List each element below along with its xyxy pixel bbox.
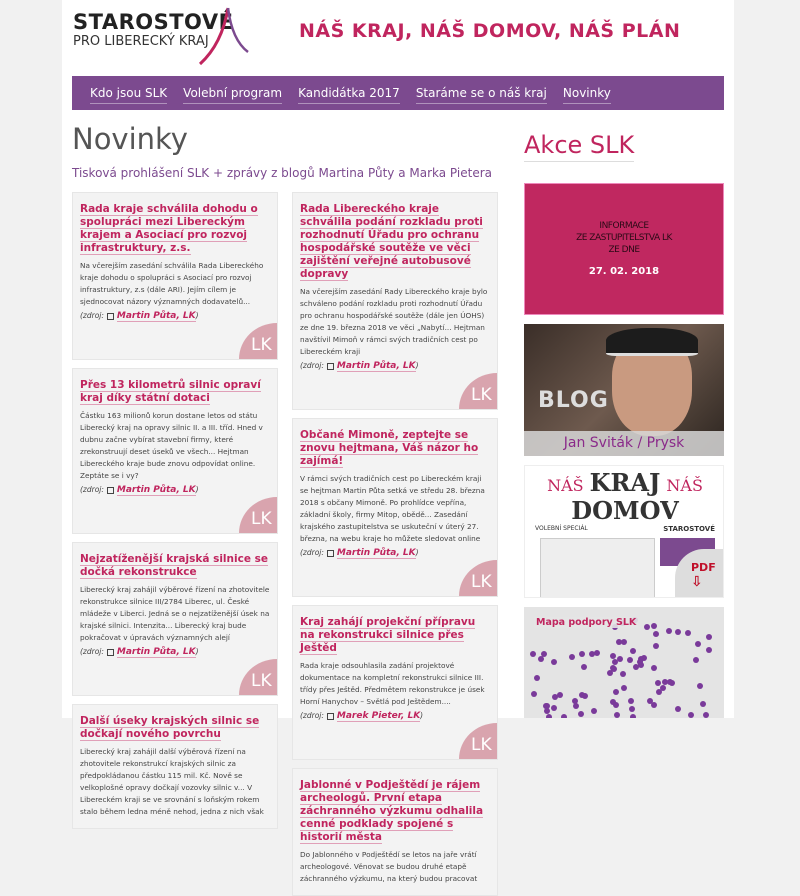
card-padding <box>80 818 270 828</box>
event-line1: INFORMACE <box>599 221 649 231</box>
map-pin-icon <box>594 650 600 656</box>
map-pin-icon <box>551 659 557 665</box>
author-link[interactable]: Marek Pieter, LK <box>336 711 421 721</box>
map-pin-icon <box>666 628 672 634</box>
map-pin-icon <box>589 651 595 657</box>
newspaper-word: NÁŠ <box>547 476 584 495</box>
map-pin-icon <box>538 656 544 662</box>
map-pin-icon <box>614 712 620 718</box>
lk-badge: LK <box>239 323 277 359</box>
source-label: (zdroj: <box>80 647 104 656</box>
article-card <box>72 368 278 534</box>
event-line2: ZE ZASTUPITELSTVA LK <box>576 233 672 243</box>
article-source: (zdroj: Marek Pieter, LK) <box>300 711 424 721</box>
article-card <box>72 192 278 360</box>
map-pin-icon <box>578 711 584 717</box>
article-source: (zdroj: Martin Půta, LK) <box>80 647 199 657</box>
map-pin-icon <box>628 698 634 704</box>
article-title[interactable]: Občané Mimoně, zeptejte se znovu hejtmana, Váš názor ho zajímá! <box>300 429 479 467</box>
map-pin-icon <box>581 664 587 670</box>
pdf-download-icon[interactable]: PDF ⇩ <box>675 549 724 598</box>
map-pin-icon <box>579 651 585 657</box>
nav-item-volebni-program[interactable]: Volební program <box>183 82 282 104</box>
map-pin-icon <box>653 643 659 649</box>
article-card <box>72 704 278 829</box>
map-pin-icon <box>551 705 557 711</box>
blog-banner[interactable] <box>524 324 724 456</box>
articles-column-left <box>72 192 278 829</box>
map-pin-icon <box>613 689 619 695</box>
external-link-icon[interactable] <box>327 363 334 370</box>
map-pin-icon <box>651 665 657 671</box>
map-title: Mapa podpory SLK <box>536 617 637 628</box>
map-pin-icon <box>627 657 633 663</box>
author-link[interactable]: Martin Půta, LK <box>116 647 196 657</box>
articles-column-right <box>292 192 498 896</box>
map-pin-icon <box>685 630 691 636</box>
article-source: (zdroj: Martin Půta, LK) <box>300 361 419 371</box>
article-title[interactable]: Rada kraje schválila dohodu o spolupráci mezi Libereckým krajem a Asociací pro rozvoj infrastruktury, z.s. <box>80 203 258 254</box>
map-pin-icon <box>700 701 706 707</box>
article-title[interactable]: Přes 13 kilometrů silnic opraví kraj díky státní dotaci <box>80 379 261 404</box>
source-label: (zdroj: <box>300 711 324 720</box>
article-excerpt: Částku 163 milionů korun dostane letos od státu Liberecký kraj na opravy silnic II. a III. tříd. Hned v dubnu začne vybírat stavební firmy, které zrekonstruují deset úseků ve všech... Hejtman Libereckého kraje bude znovu odpovídat online. Zeptáte se i vy? <box>80 411 263 480</box>
article-title[interactable]: Rada Libereckého kraje schválila podání rozkladu proti rozhodnutí Úřadu pro ochranu hospodářské soutěže ve věci zajištění veřejné autobusové dopravy <box>300 203 483 280</box>
map-pin-icon <box>653 631 659 637</box>
blog-photo-cap <box>606 328 698 356</box>
article-card <box>292 192 498 410</box>
map-pin-icon <box>530 651 536 657</box>
map-pin-icon <box>552 694 558 700</box>
external-link-icon[interactable] <box>327 713 334 720</box>
event-banner[interactable] <box>524 183 724 315</box>
map-pin-icon <box>572 698 578 704</box>
map-pin-icon <box>675 629 681 635</box>
map-pin-icon <box>620 671 626 677</box>
map-pin-icon <box>534 675 540 681</box>
map-pin-icon <box>675 706 681 712</box>
map-pin-icon <box>541 651 547 657</box>
map-pin-icon <box>703 712 709 718</box>
map-pin-icon <box>662 679 668 685</box>
article-excerpt: Liberecký kraj zahájil výběrové řízení na zhotovitele rekonstrukce silnice III/2784 Liberec, ul. České mládeže v Liberci. Jedná se o nejzatíženější úsek na krajské silnici. Intenzita... Liberecký kraj bude pokračovat v úpravách významných alejí <box>80 585 270 642</box>
lk-badge: LK <box>239 497 277 533</box>
map-pin-icon <box>621 639 627 645</box>
lk-badge: LK <box>459 723 497 759</box>
nav-item-novinky[interactable]: Novinky <box>563 82 611 104</box>
map-pin-icon <box>591 708 597 714</box>
external-link-icon[interactable] <box>107 313 114 320</box>
event-line3: ZE DNE <box>608 245 640 255</box>
map-pin-icon <box>621 685 627 691</box>
lk-badge: LK <box>459 560 497 596</box>
article-excerpt: Liberecký kraj zahájil další výběrová řízení na zhotovitele rekonstrukcí krajských silnic za předpokládanou částku 115 mil. Kč. Nově se velkoplošné opravy dočkají vozovky silnic v... V Libereckém kraji se ve srovnání s loňským rokem stalo během ledna méně nehod, jedna z nich však <box>80 747 264 816</box>
map-pin-icon <box>629 706 635 712</box>
newspaper-word: KRAJ <box>589 468 661 497</box>
map-pin-icon <box>613 702 619 708</box>
external-link-icon[interactable] <box>107 487 114 494</box>
map-pin-icon <box>644 624 650 630</box>
map-pin-icon <box>697 683 703 689</box>
article-title[interactable]: Nejzatíženější krajská silnice se dočká rekonstrukce <box>80 553 268 578</box>
map-pin-icon <box>688 712 694 718</box>
map-pin-icon <box>660 685 666 691</box>
map-pin-icon <box>610 665 616 671</box>
card-padding <box>300 885 490 895</box>
author-link[interactable]: Martin Půta, LK <box>116 485 196 495</box>
newspaper-word: NÁŠ <box>666 476 703 495</box>
blog-author: Jan Sviták / Prysk <box>524 431 724 456</box>
author-link[interactable]: Martin Půta, LK <box>336 548 416 558</box>
article-excerpt: Do Jablonného v Podještědí se letos na jaře vrátí archeologové. Věnovat se budou druhé etapě záchranného výzkumu, na který budou pracovat <box>300 850 478 883</box>
map-pin-icon <box>706 647 712 653</box>
logo-line1: STAROSTOVÉ <box>73 10 234 34</box>
source-label: (zdroj: <box>80 311 104 320</box>
map-pin-icon <box>557 692 563 698</box>
newspaper-headline-row2 <box>525 496 724 525</box>
header <box>72 0 724 72</box>
map-pin-icon <box>630 648 636 654</box>
article-card <box>292 768 498 896</box>
main-nav <box>72 76 724 110</box>
article-source: (zdroj: Martin Půta, LK) <box>300 548 419 558</box>
blog-label: BLOG <box>538 388 609 413</box>
map-pin-icon <box>607 670 613 676</box>
author-link[interactable]: Martin Půta, LK <box>116 311 196 321</box>
article-excerpt: Na včerejším zasedání schválila Rada Libereckého kraje dohodu o spolupráci s Asociací pro rozvoj infrastruktury, z.s (dále ARI). Jejím cílem je sjednocovat názory významných dodavatelů... <box>80 261 264 306</box>
article-title[interactable]: Jablonné v Podještědí je rájem archeologů. První etapa záchranného výzkumu odhalila cenné podklady spojené s historií města <box>300 779 484 843</box>
map-pin-icon <box>531 691 537 697</box>
map-pin-icon <box>630 714 636 718</box>
newspaper-banner[interactable] <box>524 465 724 598</box>
newspaper-photo <box>540 538 655 598</box>
article-excerpt: Na včerejším zasedání Rady Libereckého kraje bylo schváleno podání rozkladu proti rozhodnutí Úřadu pro ochranu hospodářské soutěže (dále jen ÚOHS) ze dne 19. března 2018 ve věci „Nabytí... Hejtman navštívil Mimoň v rámci svých tradičních cest po Libereckém kraji <box>300 287 488 356</box>
newspaper-special: VOLEBNÍ SPECIÁL <box>535 525 588 532</box>
map-pin-icon <box>706 634 712 640</box>
nav-item-starame-se[interactable]: Staráme se o náš kraj <box>416 82 547 104</box>
newspaper-word: DOMOV <box>571 496 679 525</box>
lk-badge: LK <box>459 373 497 409</box>
map-pin-icon <box>573 703 579 709</box>
external-link-icon[interactable] <box>107 649 114 656</box>
page-title: Novinky <box>72 122 188 156</box>
map-pin-icon <box>569 654 575 660</box>
newspaper-headline-row1 <box>525 468 724 496</box>
source-label: (zdroj: <box>300 361 324 370</box>
article-card <box>72 542 278 696</box>
map-pin-icon <box>610 653 616 659</box>
map-pin-icon <box>579 692 585 698</box>
newspaper-masthead-row <box>535 524 715 534</box>
article-card <box>292 418 498 597</box>
lk-badge: LK <box>239 659 277 695</box>
article-title[interactable]: Další úseky krajských silnic se dočkají nového povrchu <box>80 715 260 740</box>
slogan: NÁŠ KRAJ, NÁŠ DOMOV, NÁŠ PLÁN <box>299 20 681 42</box>
newspaper-brand: STAROSTOVÉ <box>663 525 715 533</box>
map-pin-icon <box>561 714 567 718</box>
article-title[interactable]: Kraj zahájí projekční přípravu na rekonstrukci silnice přes Ještěd <box>300 616 476 654</box>
map-pin-icon <box>546 714 552 718</box>
event-date: 27. 02. 2018 <box>588 266 660 277</box>
article-excerpt: V rámci svých tradičních cest po Libereckém kraji se hejtman Martin Půta setká ve středu 28. března 2018 s občany Mimoně. Po prohlídce vepřína, základní školy, firmy Mitop, obědě... Zasedání krajského zastupitelstva se uskuteční v úterý 27. března, na webu kraje ho můžete sledovat online <box>300 474 485 543</box>
support-map[interactable] <box>524 607 724 718</box>
logo-mark-icon <box>192 4 252 68</box>
article-source: (zdroj: Martin Půta, LK) <box>80 485 199 495</box>
nav-item-kandidatka[interactable]: Kandidátka 2017 <box>298 82 400 104</box>
source-label: (zdroj: <box>80 485 104 494</box>
map-pin-icon <box>647 698 653 704</box>
map-pin-icon <box>695 641 701 647</box>
external-link-icon[interactable] <box>327 550 334 557</box>
article-excerpt: Rada kraje odsouhlasila zadání projektové dokumentace na kompletní rekonstrukci silnice III. třídy přes Ještěd. Předmětem rekonstrukce je úsek Horní Hanychov – Světlá pod Ještědem.... <box>300 661 485 706</box>
nav-item-kdo-jsou-slk[interactable]: Kdo jsou SLK <box>90 82 167 104</box>
pdf-label: PDF <box>691 561 716 574</box>
author-link[interactable]: Martin Půta, LK <box>336 361 416 371</box>
map-pin-icon <box>651 623 657 629</box>
source-label: (zdroj: <box>300 548 324 557</box>
logo-line2: PRO LIBERECKÝ KRAJ <box>73 34 209 49</box>
sidebar-title: Akce SLK <box>524 131 634 162</box>
map-pin-icon <box>617 656 623 662</box>
page-subtitle: Tisková prohlášení SLK + zprávy z blogů Martina Půty a Marka Pietera <box>72 166 492 180</box>
article-card <box>292 605 498 760</box>
map-pin-icon <box>693 657 699 663</box>
map-pin-icon <box>616 639 622 645</box>
map-pin-icon <box>638 662 644 668</box>
article-source: (zdroj: Martin Půta, LK) <box>80 311 199 321</box>
